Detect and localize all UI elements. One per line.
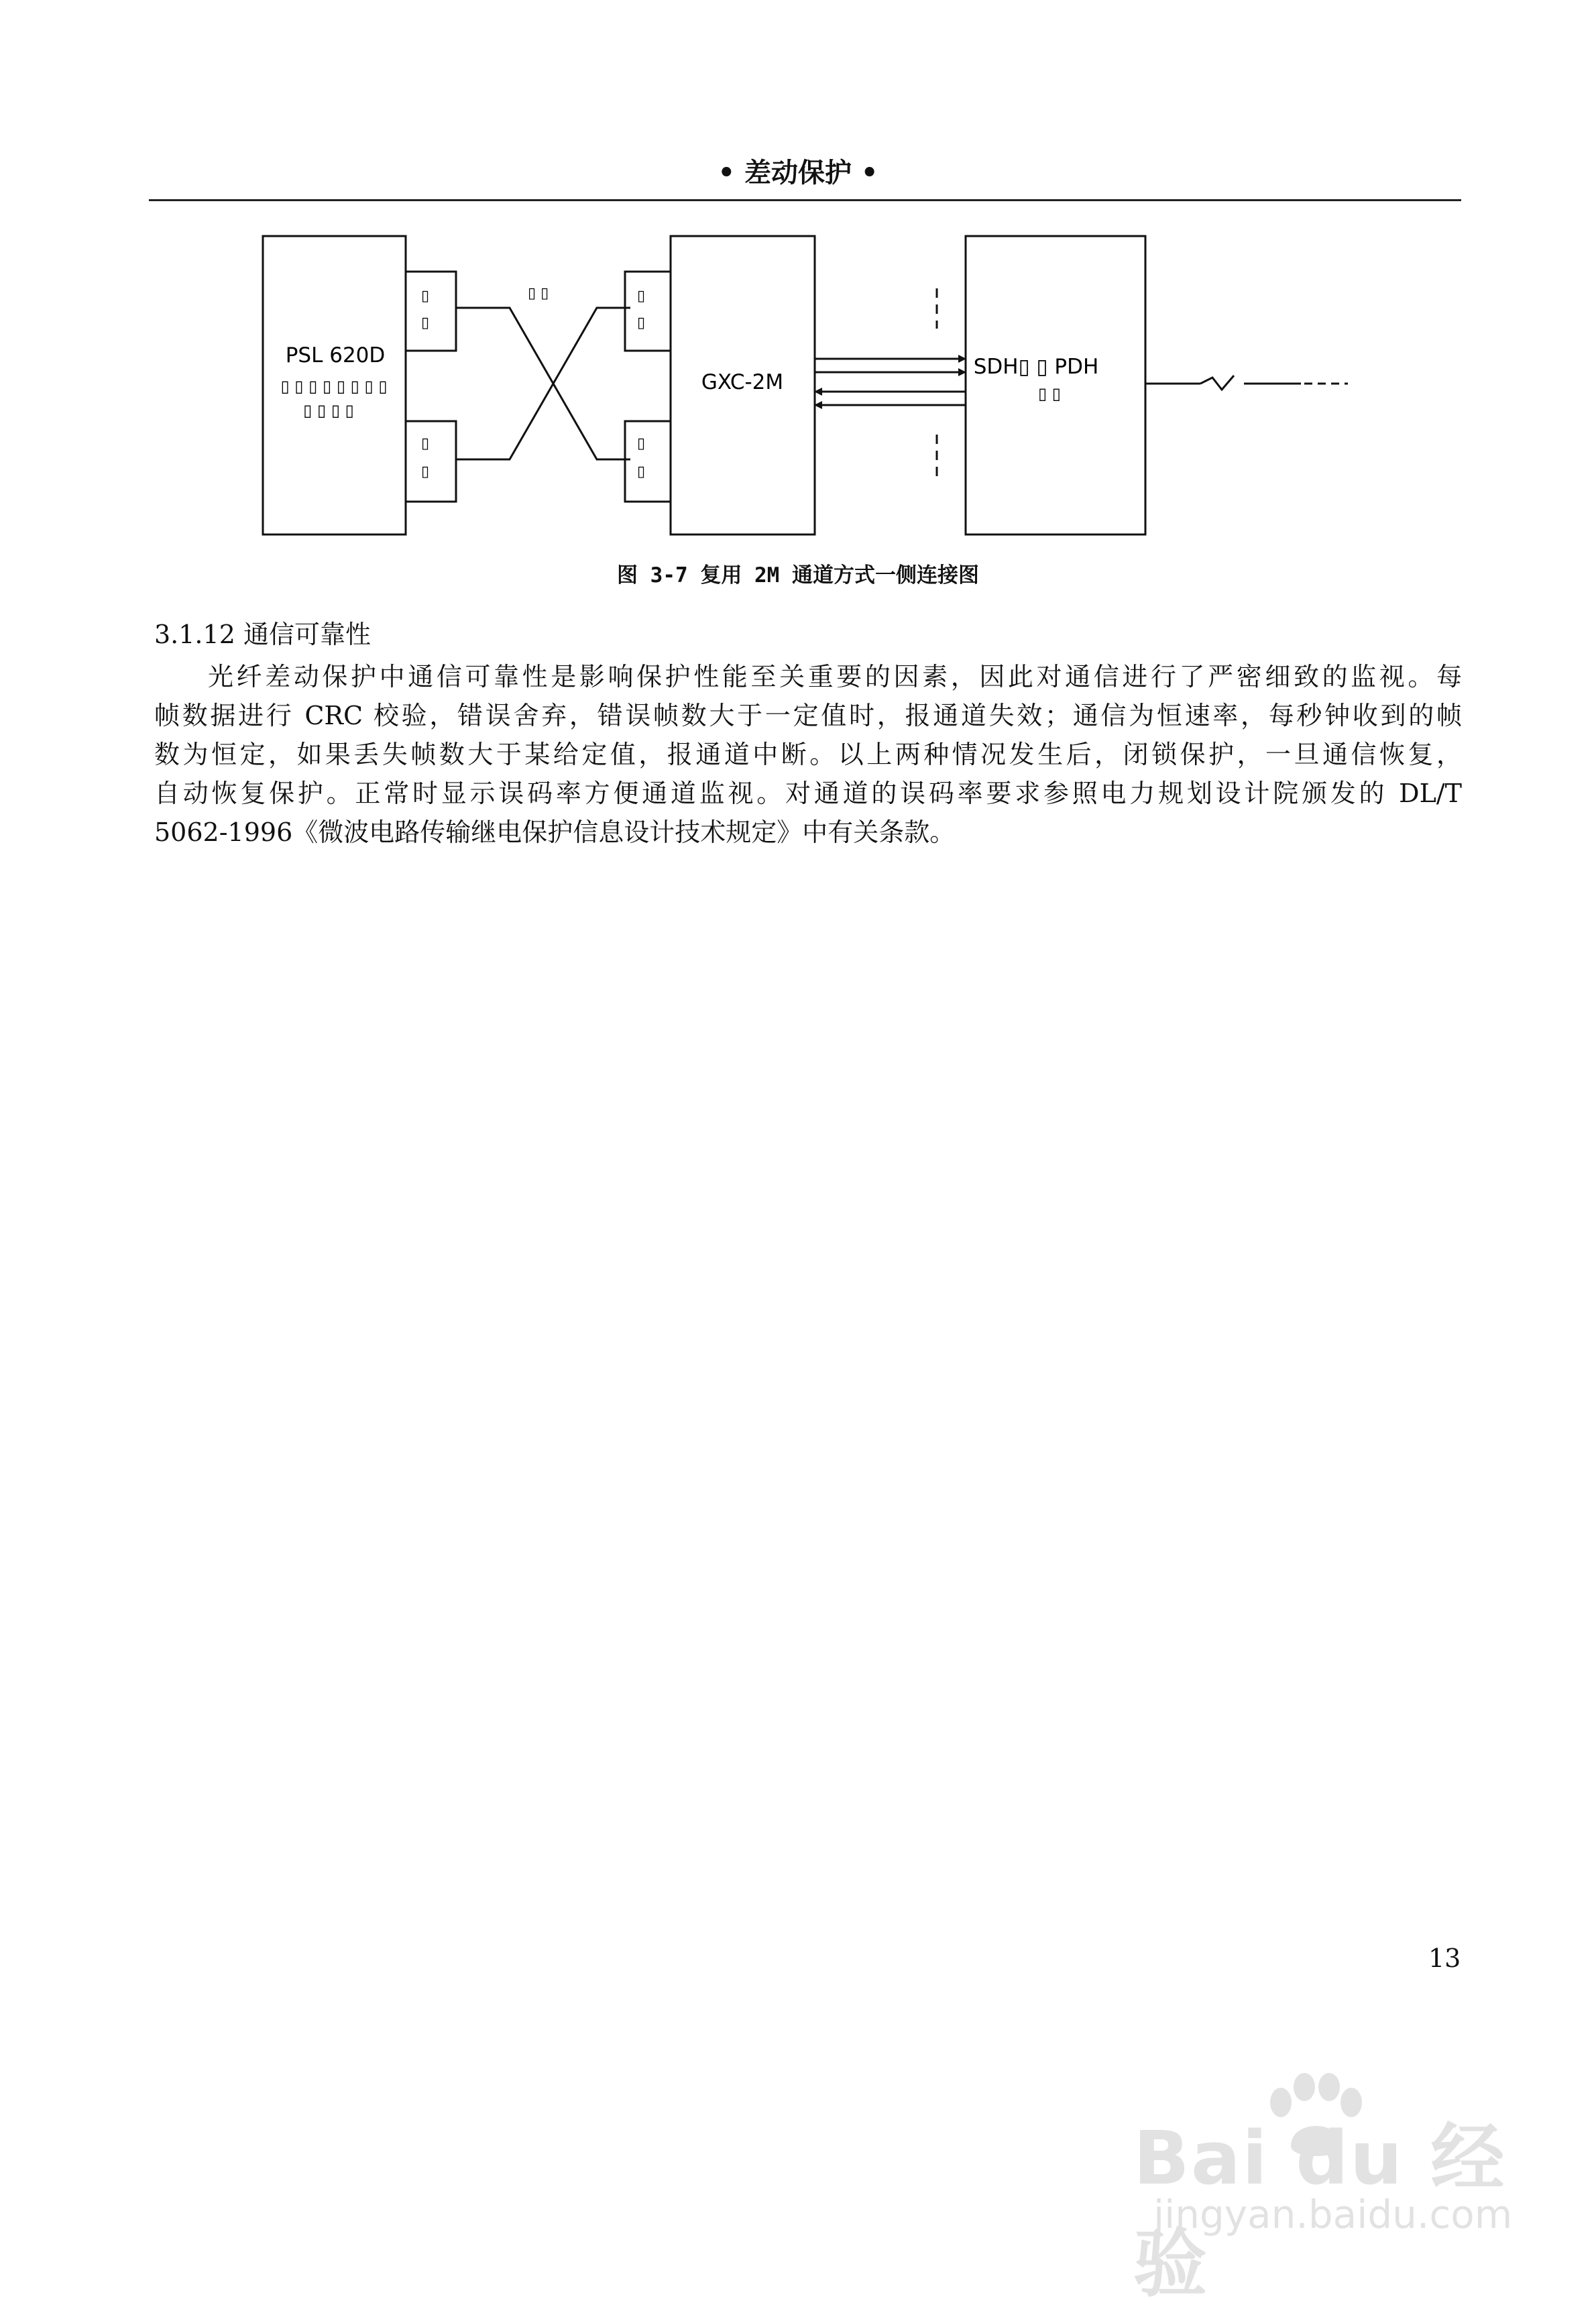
psl620d-label: PSL 620D	[285, 343, 386, 368]
psl620d-sublabel-1: ▯ ▯ ▯ ▯ ▯ ▯ ▯ ▯	[280, 377, 388, 396]
psl-port-bottom	[406, 421, 456, 502]
psl620d-sublabel-2: ▯ ▯ ▯ ▯	[303, 401, 354, 420]
body-paragraph	[154, 657, 1462, 852]
paragraph-line-5: 5062-1996《微波电路传输继电保护信息设计技术规定》中有关条款。	[154, 818, 956, 847]
section-heading: 3.1.12 通信可靠性	[154, 620, 371, 649]
watermark-brand: Bai du 经验	[1133, 2115, 1506, 2307]
running-head: • 差动保护 •	[718, 158, 878, 188]
fiber-label: ▯ ▯	[528, 285, 549, 302]
figure-caption: 图 3-7 复用 2M 通道方式一侧连接图	[617, 563, 979, 587]
paragraph-line-4: 自动恢复保护。正常时显示误码率方便通道监视。对通道的误码率要求参照电力规划设计院颁发的 DL/T	[154, 779, 1462, 808]
gxc-2m-label: GXC-2M	[701, 370, 784, 394]
sdh-pdh-label-2: ▯ ▯	[1037, 384, 1062, 403]
gxc-port-top-glyph-2: ▯	[637, 315, 646, 331]
gxc-port-bottom	[625, 421, 671, 502]
sdh-pdh-label-1: SDH▯ ▯ PDH	[973, 355, 1099, 379]
fiber-line-a	[456, 308, 630, 459]
paragraph-line-1: 光纤差动保护中通信可靠性是影响保护性能至关重要的因素，因此对通信进行了严密细致的监视。每	[208, 662, 1462, 691]
psl-port-bottom-glyph-1: ▯	[421, 435, 430, 452]
paragraph-line-2: 帧数据进行 CRC 校验，错误舍弃，错误帧数大于一定值时，报通道失效；通信为恒速率，每秒钟收到的帧	[154, 701, 1462, 730]
psl-port-top-glyph-1: ▯	[421, 288, 430, 304]
gxc-port-bottom-glyph-1: ▯	[637, 435, 646, 452]
gxc-port-bottom-glyph-2: ▯	[637, 463, 646, 480]
baidu-watermark	[1133, 2072, 1513, 2307]
watermark-url: jingyan.baidu.com	[1153, 2192, 1513, 2237]
paragraph-line-3: 数为恒定，如果丢失帧数大于某给定值，报通道中断。以上两种情况发生后，闭锁保护，一旦通信恢复，	[154, 740, 1462, 769]
psl-port-top-glyph-2: ▯	[421, 315, 430, 331]
gxc-port-top	[625, 272, 671, 351]
fiber-line-b	[456, 308, 630, 459]
psl-port-top	[406, 272, 456, 351]
psl-port-bottom-glyph-2: ▯	[421, 463, 430, 480]
page-number: 13	[1428, 1943, 1461, 1973]
gxc-port-top-glyph-1: ▯	[637, 288, 646, 304]
line-break-symbol	[1200, 376, 1234, 390]
